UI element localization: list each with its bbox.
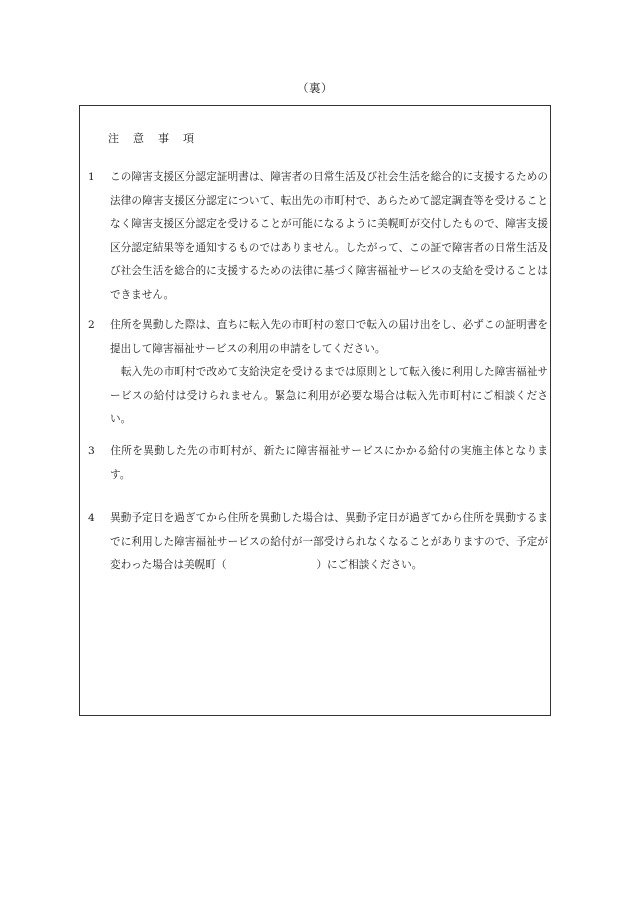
notice-item-1 [88,166,548,307]
item-text: この障害支援区分認定証明書は、障害者の日常生活及び社会生活を総合的に支援するための法律の障害支援区分認定について、転出先の市町村で、あらためて認定調査等を受けることなく障害支援区分認定を受けることが可能になるように美幌町が交付したもので、障害支援区分認定結果等を通知するものではありません。したがって、この証で障害者の日常生活及び社会生活を総合的に支援するための法律に基づく障害福祉サービスの支給を受けることはできません。 [110,171,548,301]
item-text: 異動予定日を過ぎてから住所を異動した場合は、異動予定日が過ぎてから住所を異動するまでに利用した障害福祉サービスの給付が一部受けられなくなることがありますので、予定が変わった場合は美幌町（ [110,512,548,571]
item-text: 住所を異動した際は、直ちに転入先の市町村の窓口で転入の届け出をし、必ずこの証明書を提出して障害福祉サービスの利用の申請をしてください。 [110,319,548,355]
item-text-continued: 転入先の市町村で改めて支給決定を受けるまでは原則として転入後に利用した障害福祉サービスの給付は受けられません。緊急に利用が必要な場合は転入先市町村にご相談ください。 [110,366,548,425]
item-number: 4 [88,512,95,524]
item-number: 1 [88,171,95,183]
page-label: （裏） [297,81,333,95]
notice-item-3 [88,440,548,487]
notice-box [79,105,551,716]
item-text-end: ）にご相談ください。 [316,559,423,571]
item-number: 2 [88,319,95,331]
notice-heading: 注意事項 [108,132,208,145]
item-number: 3 [88,445,95,457]
item-text: 住所を異動した先の市町村が、新たに障害福祉サービスにかかる給付の実施主体となります。 [110,445,548,481]
notice-item-4 [88,507,548,578]
notice-item-2 [88,314,548,432]
